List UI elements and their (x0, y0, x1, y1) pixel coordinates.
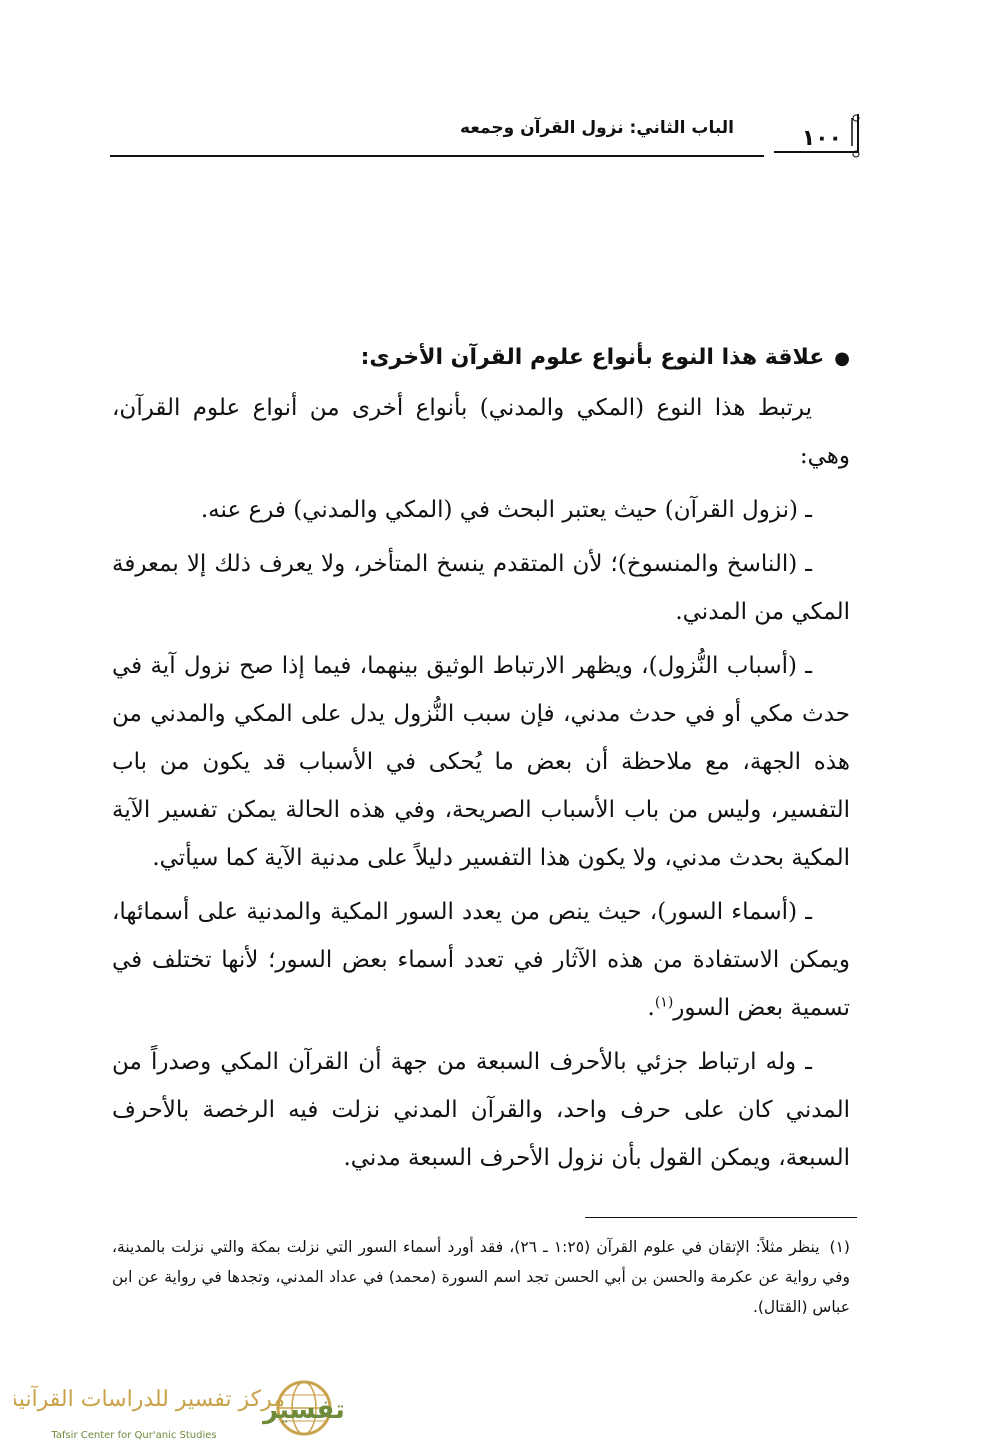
running-header (110, 112, 862, 162)
logo-english-name: Tafsir Center for Qur'anic Studies (51, 1430, 217, 1441)
intro-paragraph: يرتبط هذا النوع (المكي والمدني) بأنواع أخرى من أنواع علوم القرآن، وهي: (112, 395, 850, 469)
list-item: ـ (أسباب النُّزول)، ويظهر الارتباط الوثيق بينهما، فيما إذا صح نزول آية في حدث مكي أو في حدث مدني، فإن سبب النُّزول يدل على المكي والمدني من هذه الجهة، مع ملاحظة أن بعض ما يُحكى في الأسباب قد يكون من باب التفسير، وليس من باب الأسباب الصريحة، وفي هذه الحالة يمكن تفسير الآية المكية بحدث مدني، ولا يكون هذا التفسير دليلاً على مدنية الآية كما سيأتي. (112, 653, 850, 871)
section-heading-text: علاقة هذا النوع بأنواع علوم القرآن الأخرى: (360, 345, 825, 370)
footnote (112, 1232, 850, 1322)
footnote-text: ينظر مثلاً: الإتقان في علوم القرآن (١:٢٥ ـ ٢٦)، فقد أورد أسماء السور التي نزلت بمكة والتي نزلت بالمدينة، وفي رواية عن عكرمة والحسن بن أبي الحسن تجد اسم السورة (محمد) في عداد المدني، وتجدها في رواية عن ابن عباس (القتال). (112, 1238, 850, 1316)
page-number: ١٠٠ (801, 126, 842, 151)
tafsir-center-logo (14, 1378, 344, 1446)
list-item (112, 888, 850, 1032)
page-number-frame (772, 112, 862, 158)
logo-emblem-text: تفسير (263, 1395, 344, 1425)
list-item: ـ (الناسخ والمنسوخ)؛ لأن المتقدم ينسخ المتأخر، ولا يعرف ذلك إلا بمعرفة المكي من المدني. (112, 551, 850, 625)
logo-arabic-name: مركز تفسير للدراسات القرآنية (14, 1387, 286, 1412)
bullet-icon: ● (834, 348, 850, 369)
logo-graphic (14, 1378, 344, 1446)
footnote-divider (585, 1217, 857, 1218)
footnote-reference[interactable]: (١) (654, 994, 674, 1011)
list-item-end: . (647, 995, 655, 1021)
list-item-text: ـ (أسماء السور)، حيث ينص من يعدد السور المكية والمدنية على أسمائها، ويمكن الاستفادة من هذه الآثار في تعدد أسماء بعض السور؛ لأنها تختلف في تسمية بعض السور (112, 899, 850, 1021)
footnote-number: (١) (829, 1238, 850, 1256)
main-content (112, 335, 850, 1188)
list-item: ـ وله ارتباط جزئي بالأحرف السبعة من جهة أن القرآن المكي وصدراً من المدني كان على حرف واحد، والقرآن المدني نزلت فيه الرخصة بالأحرف السبعة، ويمكن القول بأن نزول الأحرف السبعة مدني. (112, 1049, 850, 1171)
chapter-title: الباب الثاني: نزول القرآن وجمعه (460, 118, 734, 138)
header-divider (110, 155, 764, 157)
section-heading (112, 335, 850, 382)
list-item: ـ (نزول القرآن) حيث يعتبر البحث في (المكي والمدني) فرع عنه. (200, 497, 812, 523)
